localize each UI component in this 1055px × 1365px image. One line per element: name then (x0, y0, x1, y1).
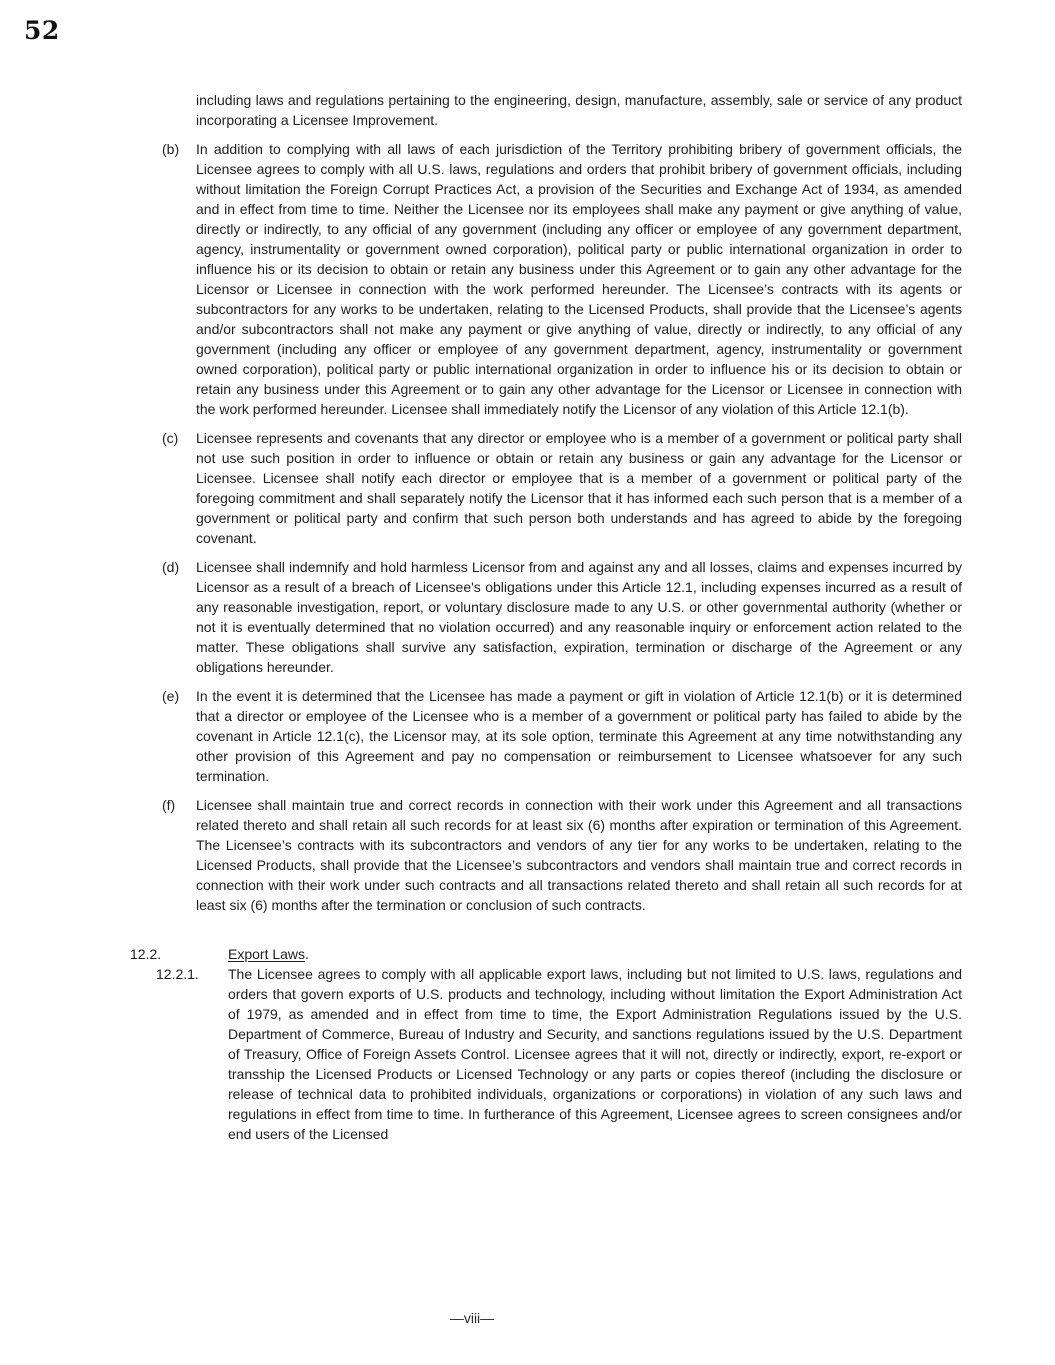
list-text-e: In the event it is determined that the Licensee has made a payment or gift in violation of Article 12.1(b) or it is determined that a director or employee of the Licensee who is a member of a government or political party has failed to abide by the covenant in Article 12.1(c), the Licensor may, at its sole option, terminate this Agreement at any time notwithstanding any other provision of this Agreement and pay no compensation or reimbursement to Licensee whatsoever for any such termination. (196, 688, 962, 784)
list-text-b: In addition to complying with all laws of each jurisdiction of the Territory prohibiting bribery of government officials, the Licensee agrees to comply with all U.S. laws, regulations and orders that prohibit bribery of government officials, including without limitation the Foreign Corrupt Practices Act, a provision of the Securities and Exchange Act of 1934, as amended and in effect from time to time. Neither the Licensee nor its employees shall make any payment or give anything of value, directly or indirectly, to any official of any government (including any officer or employee of any government department, agency, instrumentality or government owned corporation), political party or public international organization in order to influence his or its decision to obtain or retain any business under this Agreement or to gain any other advantage for the Licensor or Licensee in connection with the work performed hereunder. The Licensee’s contracts with its agents or subcontractors for any works to be undertaken, relating to the Licensed Products, shall provide that the Licensee’s agents and/or subcontractors shall not make any payment or give anything of value, directly or indirectly, to any official of any government (including any officer or employee of any government department, agency, instrumentality or government owned corporation), political party or public international organization in order to influence his or its decision to obtain or retain any business under this Agreement or to gain any other advantage for the Licensor or Licensee in connection with the work performed hereunder. Licensee shall immediately notify the Licensor of any violation of this Article 12.1(b). (196, 141, 962, 417)
section-number: 12.2. (130, 946, 162, 962)
list-item-c (162, 428, 962, 548)
list-item-b (162, 139, 962, 419)
section-heading-12-2 (130, 944, 962, 964)
subsection-number: 12.2.1. (156, 966, 199, 982)
section-title-text: Export Laws (228, 946, 306, 962)
section-title-period: . (305, 946, 309, 962)
page-footer: —viii— (449, 1310, 495, 1326)
paragraph-continuation: including laws and regulations pertaining to the engineering, design, manufacture, assembly, sale or service of any product incorporating a Licensee Improvement. (196, 92, 962, 128)
subsection-text: The Licensee agrees to comply with all applicable export laws, including but not limited to U.S. laws, regulations and orders that govern exports of U.S. products and technology, including without limitation the Export Administration Act of 1979, as amended and in effect from time to time, the Export Administration Regulations issued by the U.S. Department of Commerce, Bureau of Industry and Security, and sanctions regulations issued by the U.S. Department of Treasury, Office of Foreign Assets Control. Licensee agrees that it will not, directly or indirectly, export, re-export or transship the Licensed Products or Licensed Technology or any parts or copies thereof (including the disclosure or release of technical data to prohibited individuals, organizations or corporations) in violation of any such laws and regulations in effect from time to time. In furtherance of this Agreement, Licensee agrees to screen consignees and/or end users of the Licensed (228, 966, 962, 1142)
list-marker-f: (f) (162, 797, 176, 813)
section-title (228, 944, 309, 964)
page-number: 52 (24, 16, 60, 45)
list-text-f: Licensee shall maintain true and correct records in connection with their work under this Agreement and all transactions related thereto and shall retain all such records for at least six (6) months after expiration or termination of this Agreement. The Licensee’s contracts with its subcontractors and vendors of any tier for any works to be undertaken, relating to the Licensed Products, shall provide that the Licensee’s subcontractors and vendors shall maintain true and correct records in connection with their work under such contracts and all transactions related thereto and shall retain all such records for at least six (6) months after the termination or conclusion of such contracts. (196, 797, 962, 913)
list-item-d (162, 557, 962, 677)
list-text-c: Licensee represents and covenants that any director or employee who is a member of a government or political party shall not use such position in order to influence or obtain or retain any business or gain any advantage for the Licensor or Licensee. Licensee shall notify each director or employee that is a member of a government or political party of the foregoing commitment and shall separately notify the Licensor that it has informed each such person that is a member of a government or political party and confirm that such person both understands and has agreed to abide by the foregoing covenant. (196, 430, 962, 546)
list-marker-e: (e) (162, 688, 180, 704)
list-item-f (162, 795, 962, 915)
list-item-e (162, 686, 962, 786)
list-marker-c: (c) (162, 430, 179, 446)
document-content (0, 90, 1055, 1144)
subsection-12-2-1 (156, 964, 962, 1144)
list-marker-b: (b) (162, 141, 180, 157)
list-text-d: Licensee shall indemnify and hold harmless Licensor from and against any and all losses, claims and expenses incurred by Licensor as a result of a breach of Licensee's obligations under this Article 12.1, including expenses incurred as a result of any reasonable investigation, report, or voluntary disclosure made to any U.S. or other governmental authority (whether or not it is eventually determined that no violation occurred) and any reasonable inquiry or enforcement action related to the matter. These obligations shall survive any satisfaction, expiration, termination or discharge of the Agreement or any obligations hereunder. (196, 559, 962, 675)
list-marker-d: (d) (162, 559, 180, 575)
